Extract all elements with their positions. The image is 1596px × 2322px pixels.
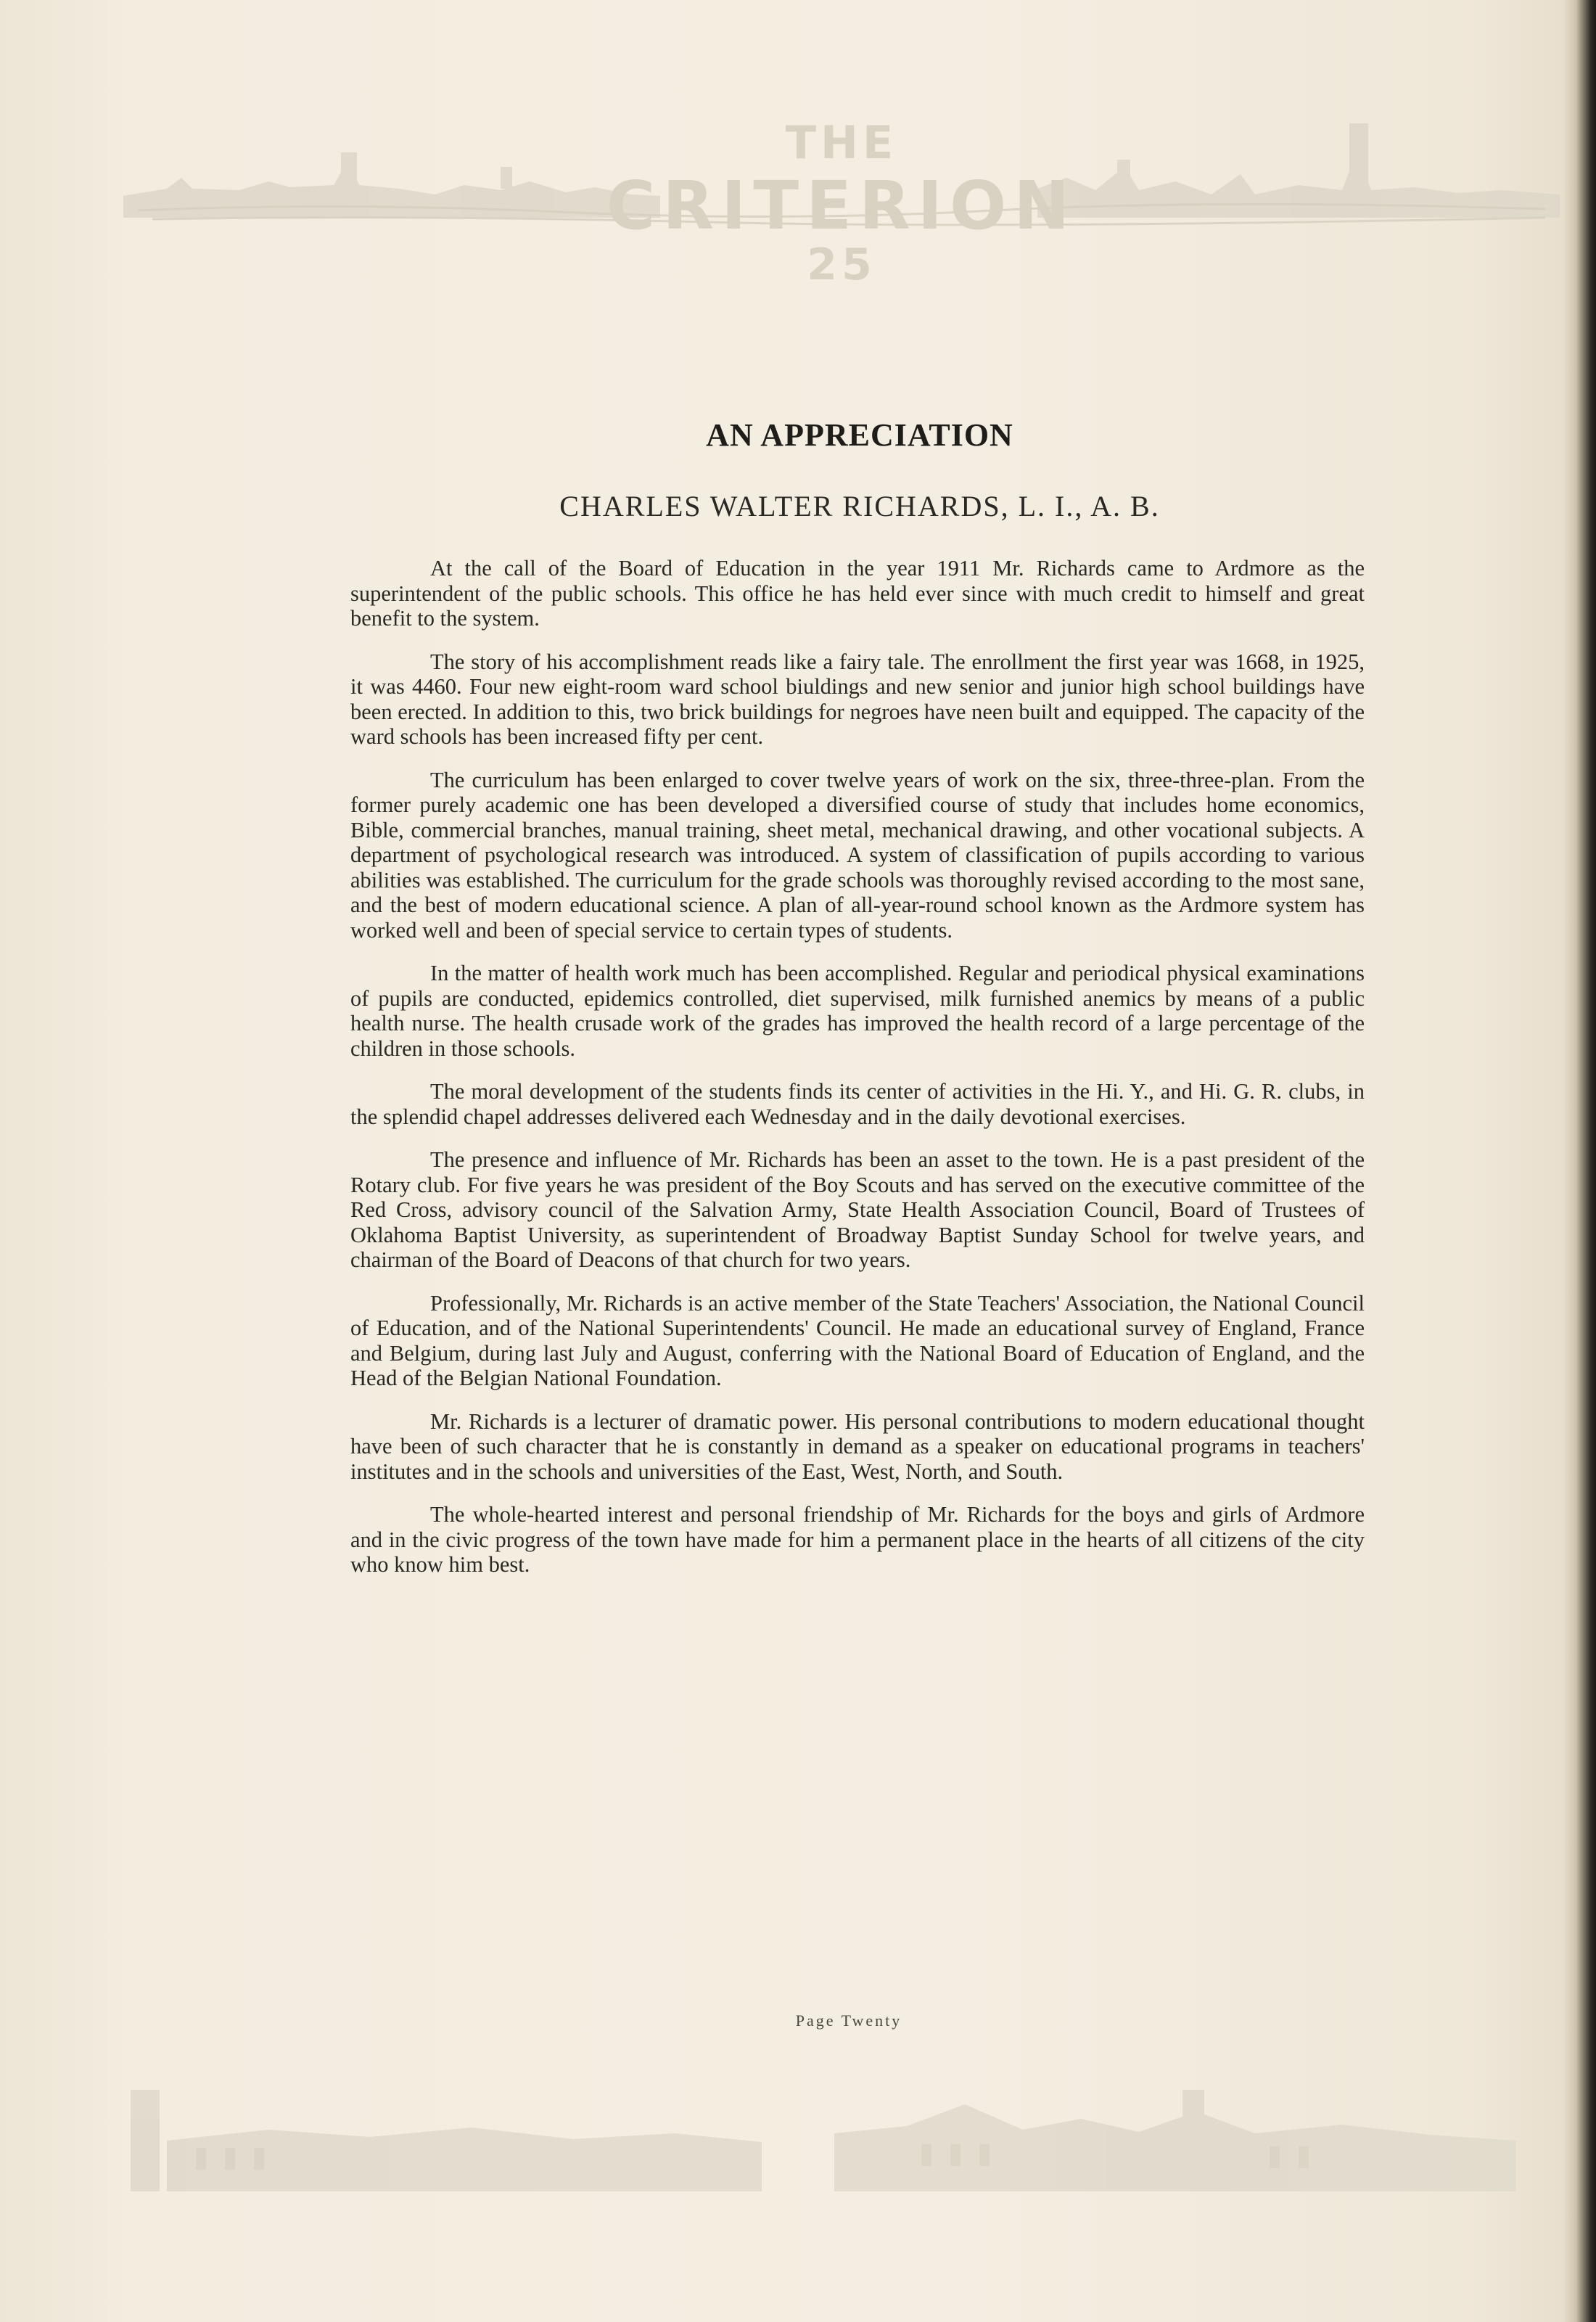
paragraph: In the matter of health work much has been accomplished. Regular and periodical physical examinations of pupils are conducted, epidemics controlled, diet supervised, milk furnished anemics by means of a public health nurse. The health crusade work of the grades has improved the health record of a large percentage of the children in those schools. <box>350 961 1365 1061</box>
paragraph: Professionally, Mr. Richards is an active member of the State Teachers' Association, the National Council of Education, and of the National Superintendents' Council. He made an educational survey of England, France and Belgium, during last July and August, conferring with the National Board of Education of England, and the Head of the Belgian National Foundation. <box>350 1290 1365 1390</box>
header-banner-illustration <box>123 109 1560 298</box>
paragraph: The moral development of the students finds its center of activities in the Hi. Y., and Hi. G. R. clubs, in the splendid chapel addresses delivered each Wednesday and in the daily devotional exercises. <box>350 1079 1365 1129</box>
page-subtitle: CHARLES WALTER RICHARDS, L. I., A. B. <box>559 490 1160 522</box>
paragraph: Mr. Richards is a lecturer of dramatic power. His personal contributions to modern educational thought have been of such character that he is constantly in demand as a speaker on educational programs in teachers' institutes and in the schools and universities of the East, West, North, and South. <box>350 1408 1365 1484</box>
article-body <box>350 556 1365 1596</box>
footer-banner-illustration <box>109 2061 1531 2213</box>
paragraph: The curriculum has been enlarged to cover twelve years of work on the six, three-three-plan. From the former purely academic one has been developed a diversified course of study that includes home economics, Bible, commercial branches, manual training, sheet metal, mechanical drawing, and other vocational subjects. A department of psychological research was introduced. A system of classification of pupils according to various abilities was established. The curriculum for the grade schools was thoroughly revised according to the most sane, and the best of modern educational science. A plan of all-year-round school known as the Ardmore system has worked well and been of special service to certain types of students. <box>350 767 1365 943</box>
page-title: AN APPRECIATION <box>706 417 1013 453</box>
paragraph: The story of his accomplishment reads like a fairy tale. The enrollment the first year was 1668, in 1925, it was 4460. Four new eight-room ward school biuldings and new senior and junior high school buildings have been erected. In addition to this, two brick buildings for negroes have neen built and equipped. The capacity of the ward schools has been increased fifty per cent. <box>350 649 1365 749</box>
book-binding-shadow <box>1563 0 1596 2322</box>
page-number: Page Twenty <box>795 2011 902 2030</box>
skyline-sketch-bottom <box>109 2061 1531 2213</box>
paragraph: The presence and influence of Mr. Richards has been an asset to the town. He is a past president of the Rotary club. For five years he was president of the Boy Scouts and has served on the executive committee of the Red Cross, advisory council of the Salvation Army, State Health Association Council, Board of Trustees of Oklahoma Baptist University, as superintendent of Broadway Baptist Sunday School for twelve years, and chairman of the Board of Deacons of that church for two years. <box>350 1147 1365 1272</box>
masthead-year: 25 <box>807 239 876 290</box>
masthead-the: THE <box>785 116 898 169</box>
paragraph: At the call of the Board of Education in the year 1911 Mr. Richards came to Ardmore as the superintendent of the public schools. This office he has held ever since with much credit to himself and great benefit to the system. <box>350 556 1365 631</box>
masthead-criterion: CRITERION <box>606 167 1077 245</box>
paragraph: The whole-hearted interest and personal friendship of Mr. Richards for the boys and girls of Ardmore and in the civic progress of the town have made for him a permanent place in the hearts of all citizens of the city who know him best. <box>350 1502 1365 1577</box>
